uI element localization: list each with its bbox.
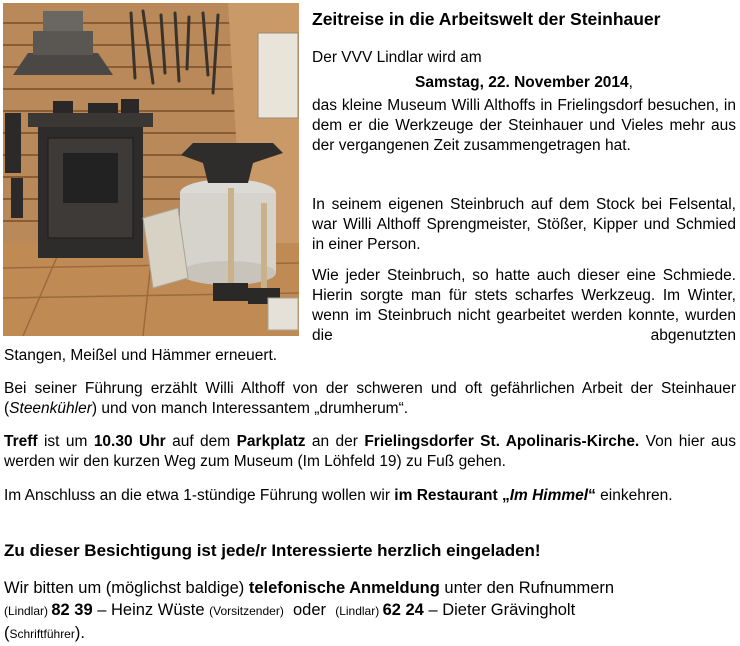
event-date-line: Samstag, 22. November 2014, [415,74,633,91]
smithy-paragraph: Wie jeder Steinbruch, so hatte auch dieser eine Schmiede. Hierin sorgte man für stets scharfes Werkzeug. Im Winter, wenn im Steinbruch nicht gearbeitet werden konnte, wurden die abgenutzten [312,267,736,344]
event-date: Samstag, 22. November 2014 [415,74,629,91]
smithy-photo [3,3,299,336]
tour-paragraph: Bei seiner Führung erzählt Willi Althoff von der schweren und oft gefährlichen Arbeit der Steinhauer (Steenkühler) und von manch Interessantem „drumherum“. [4,380,736,417]
invitation-heading: Zu dieser Besichtigung ist jede/r Interessierte herzlich eingeladen! [4,541,541,560]
restaurant-name: Im Himmel [509,487,589,504]
contact-paragraph: Wir bitten um (möglichst baldige) telefonische Anmeldung unter den Rufnummern (Lindlar) 82 39 – Heinz Wüste (Vorsitzender) oder (Lindlar) 62 24 – Dieter Grävingholt (Schriftführer). [4,579,615,642]
intro-line: Der VVV Lindlar wird am [312,49,482,66]
meeting-paragraph: Treff ist um 10.30 Uhr auf dem Parkplatz an der Frielingsdorfer St. Apolinaris-Kirche. Von hier aus werden wir den kurzen Weg zum Museum (Im Löhfeld 19) zu Fuß gehen. [4,433,736,470]
meeting-time: 10.30 Uhr [93,433,166,450]
smithy-paragraph-end: Stangen, Meißel und Hämmer erneuert. [4,347,278,364]
dialect-term: Steenkühler [9,400,92,417]
restaurant-paragraph: Im Anschluss an die etwa 1-stündige Führung wollen wir im Restaurant „Im Himmel“ einkehren. [4,487,673,504]
phone-number-1: 82 39 [51,601,93,619]
quarry-paragraph: In seinem eigenen Steinbruch auf dem Stock bei Felsental, war Willi Althoff Sprengmeister, Stößer, Kipper und Schmied in einer Person. [312,196,736,253]
intro-paragraph: das kleine Museum Willi Althoffs in Frielingsdorf besuchen, in dem er die Werkzeuge der Steinhauer und Vieles mehr aus der vergangenen Zeit zusammengetragen hat. [312,97,736,154]
phone-number-2: 62 24 [382,601,424,619]
page-title: Zeitreise in die Arbeitswelt der Steinhauer [312,9,661,29]
meeting-place: Frielingsdorfer St. Apolinaris-Kirche. [364,433,640,450]
